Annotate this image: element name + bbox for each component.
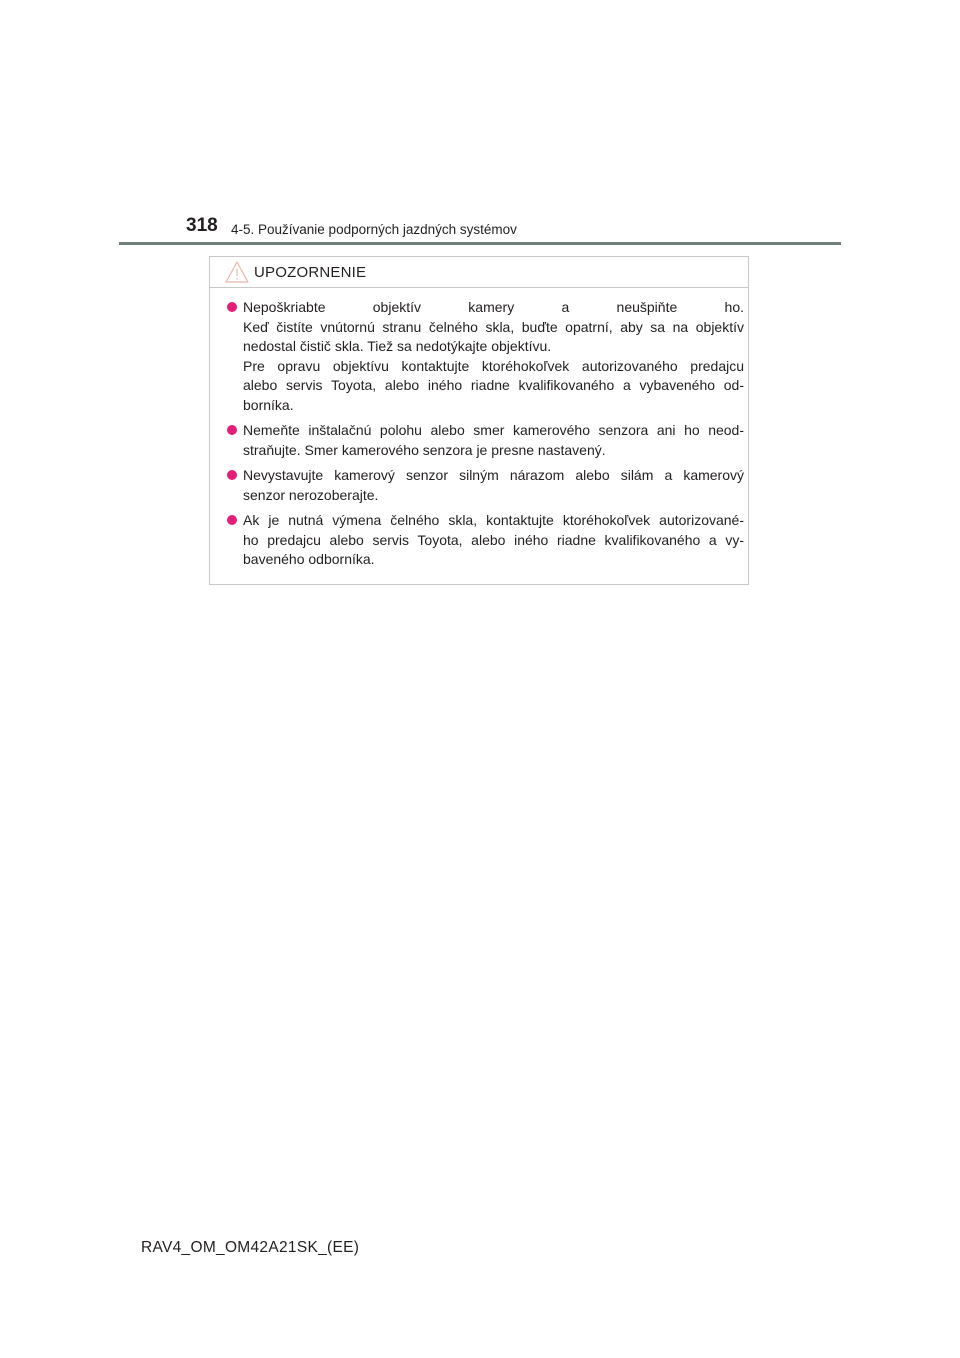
warning-triangle-icon <box>225 261 249 283</box>
warning-item-line: borníka. <box>243 396 294 413</box>
warning-item <box>226 298 744 415</box>
warning-item-line: Ak je nutná výmena čelného skla, kontaktujte ktoréhokoľvek autorizované- <box>243 512 744 528</box>
warning-item-line: straňujte. Smer kamerového senzora je presne nastavený. <box>243 441 606 458</box>
warning-item-line: nedostal čistič skla. Tiež sa nedotýkajte objektívu. <box>243 338 552 354</box>
warning-body <box>226 298 744 576</box>
header-divider <box>119 242 841 245</box>
bullet-icon <box>227 425 237 435</box>
warning-item-line: Nepoškriabte objektív kamery a neušpiňte ho. <box>243 299 744 315</box>
warning-item-line: Pre opravu objektívu kontaktujte ktoréhokoľvek autorizovaného predajcu <box>243 357 744 374</box>
warning-header <box>210 257 748 288</box>
warning-item-line: alebo servis Toyota, alebo iného riadne kvalifikovaného a vybaveného od- <box>243 377 744 393</box>
warning-item-line: baveného odborníka. <box>243 551 375 567</box>
warning-item-line: Nemeňte inštalačnú polohu alebo smer kamerového senzora ani ho neod- <box>243 422 744 438</box>
warning-item <box>226 421 744 460</box>
warning-item-line: ho predajcu alebo servis Toyota, alebo iného riadne kvalifikovaného a vy- <box>243 531 744 548</box>
bullet-icon <box>227 470 237 480</box>
document-code: RAV4_OM_OM42A21SK_(EE) <box>141 1239 360 1256</box>
warning-item-line: Keď čistíte vnútornú stranu čelného skla, buďte opatrní, aby sa na objektív <box>243 318 744 335</box>
warning-box <box>209 256 749 585</box>
warning-item-line: senzor nerozoberajte. <box>243 486 379 503</box>
warning-item <box>226 466 744 505</box>
warning-item <box>226 511 744 570</box>
warning-title: UPOZORNENIE <box>254 264 367 281</box>
page-header <box>0 0 960 250</box>
page-number: 318 <box>186 215 218 236</box>
bullet-icon <box>227 302 237 312</box>
section-title: 4-5. Používanie podporných jazdných systémov <box>231 222 517 237</box>
bullet-icon <box>227 515 237 525</box>
warning-item-line: Nevystavujte kamerový senzor silným nárazom alebo silám a kamerový <box>243 467 744 483</box>
